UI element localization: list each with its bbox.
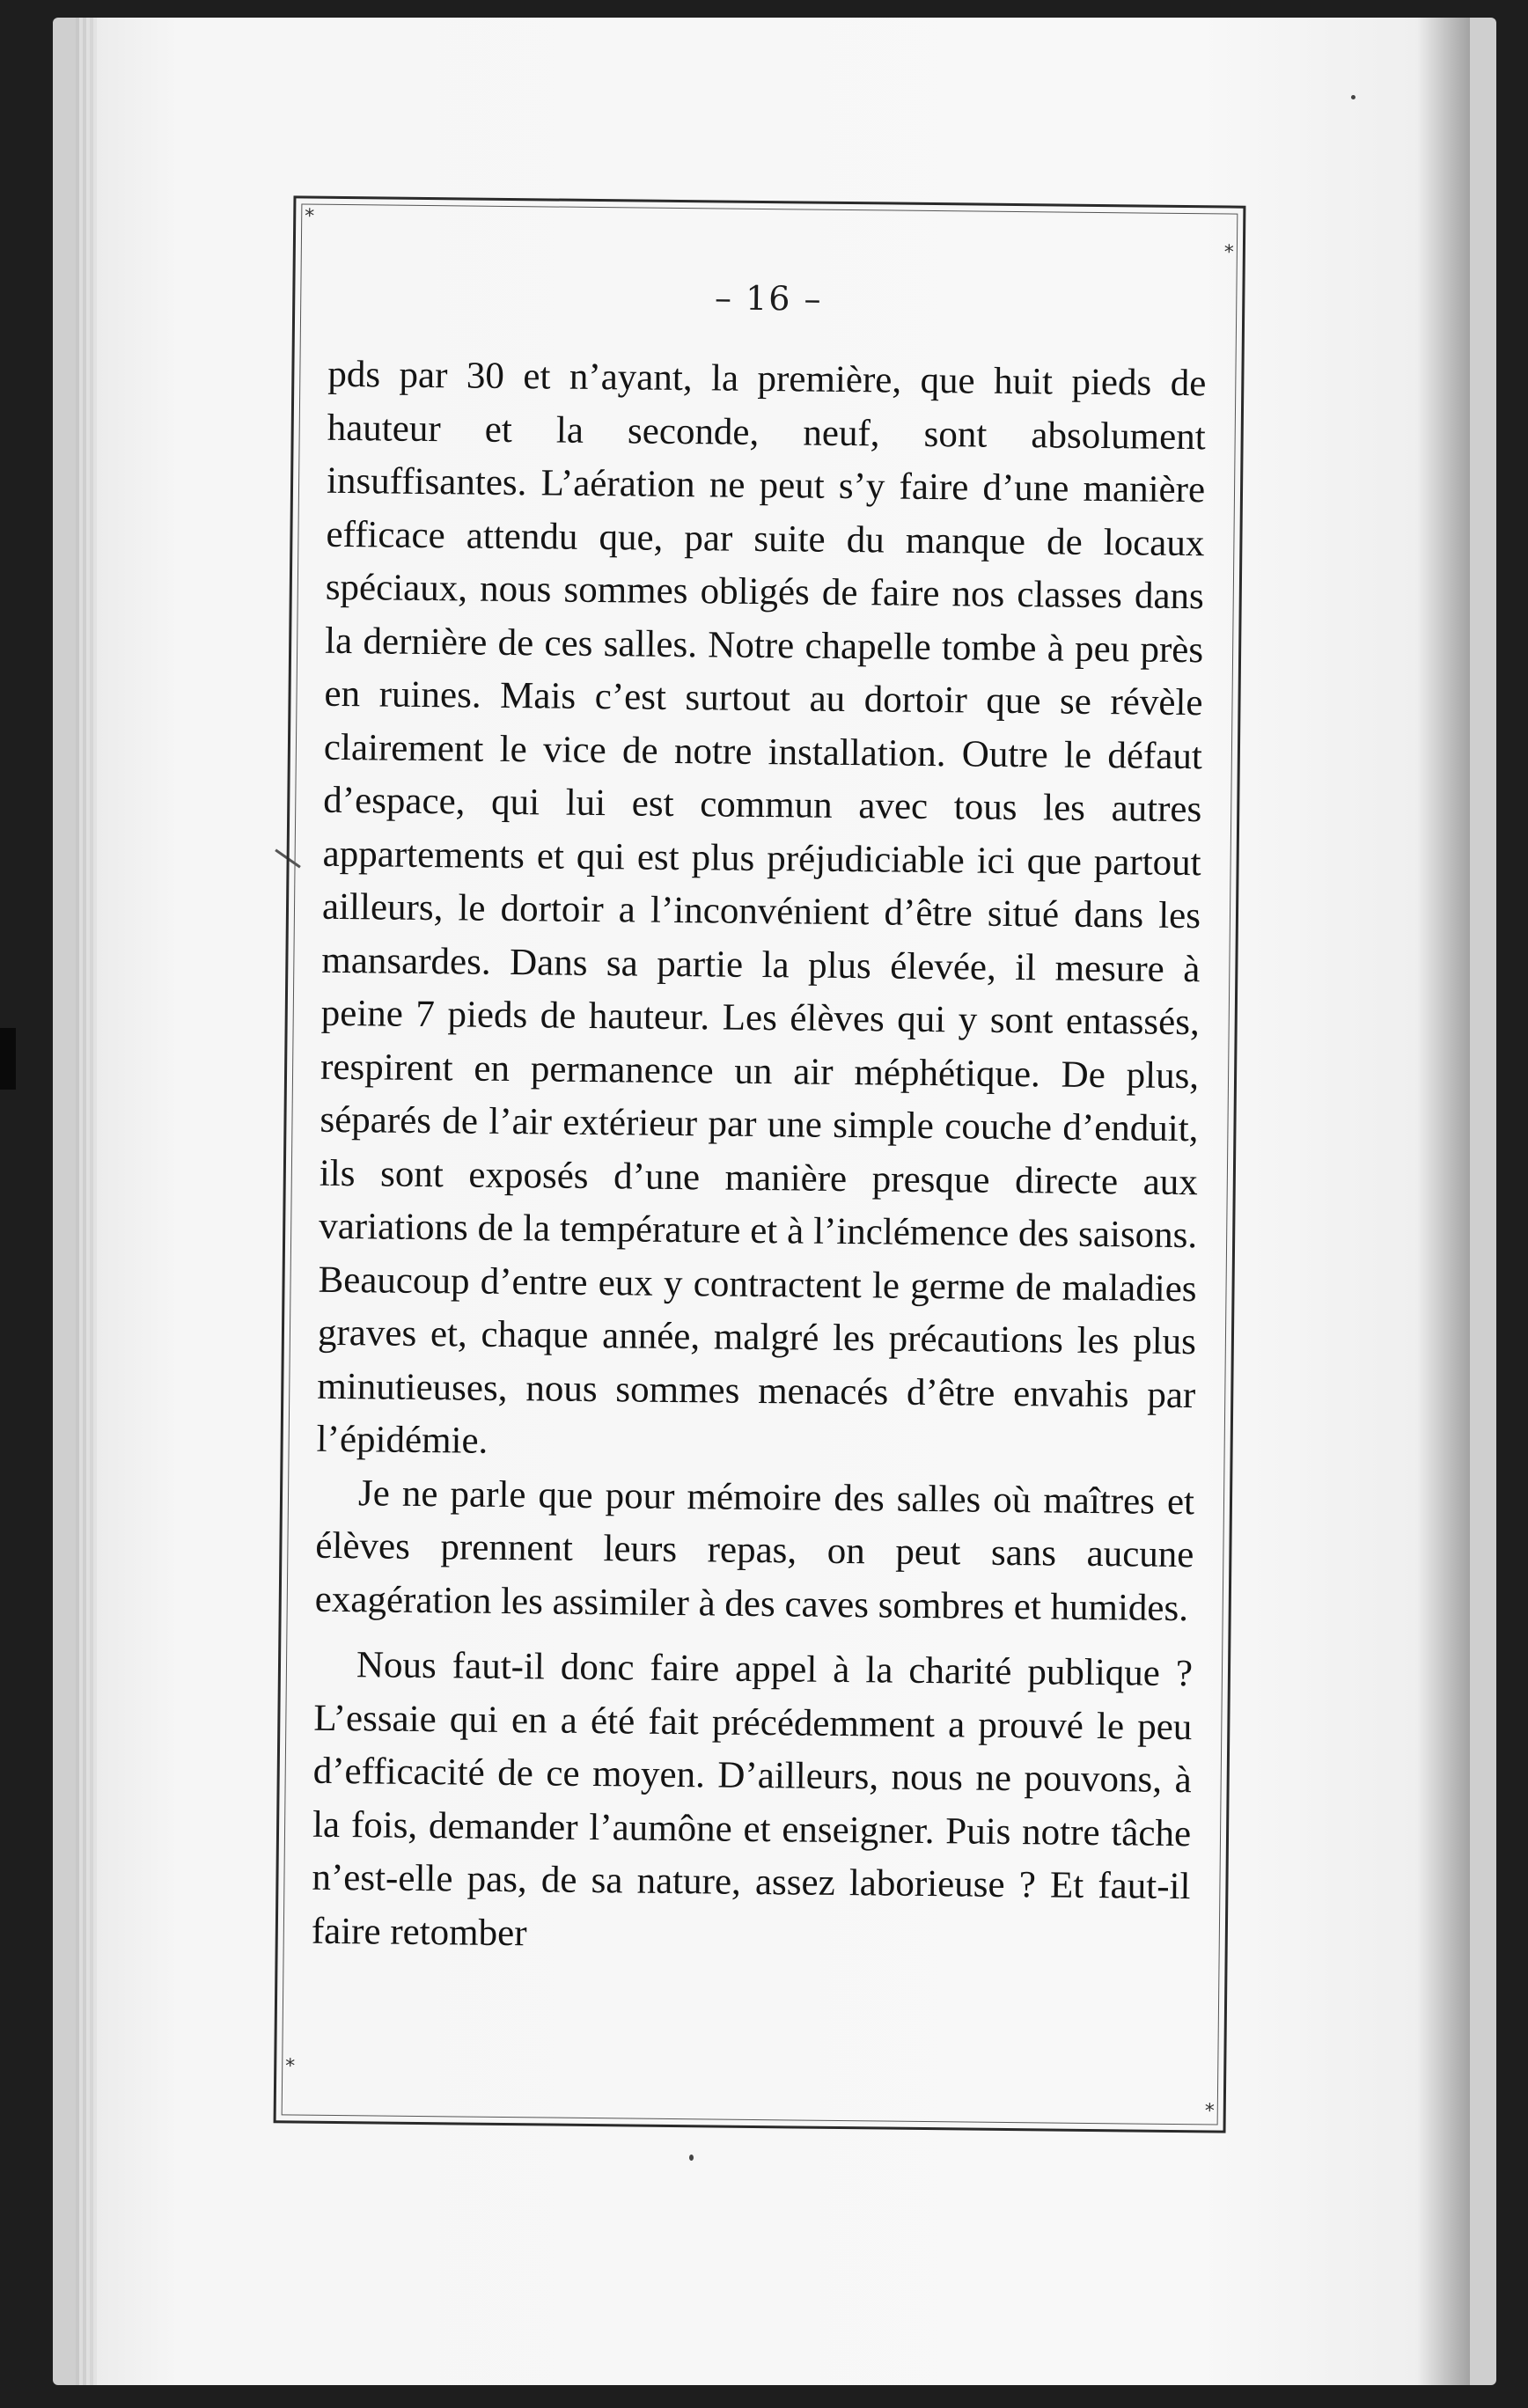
corner-ornament-bottom-right: *	[1204, 2100, 1215, 2123]
text-frame	[274, 195, 1246, 2133]
paragraph-2: Je ne parle que pour mémoire des salles où maîtres et élèves prennent leurs repas, on peut sans aucune exagération les assimiler à des caves sombres et humides.	[314, 1472, 1195, 1629]
dust-speck	[689, 2155, 694, 2161]
body-text	[312, 349, 1207, 1967]
corner-ornament-top-left: *	[305, 205, 315, 228]
gutter-shadow	[1417, 18, 1470, 2385]
corner-ornament-top-right: *	[1223, 241, 1235, 264]
page-tab-marker	[0, 1028, 16, 1090]
dust-speck	[1351, 95, 1355, 99]
paragraph-1: pds par 30 et n’ayant, la première, que huit pieds de hauteur et la seconde, neuf, sont absolument insuffisantes. L’aération ne peut s’y faire d’une manière efficace attendu que, par suite du manque de locaux spéciaux, nous sommes obligés de faire nos classes dans la dernière de ces salles. Notre chapelle tombe à peu près en ruines. Mais c’est surtout au dortoir que se révèle clairement le vice de notre installation. Outre le défaut d’espace, qui lui est commun avec tous les autres appartements et qui est plus préjudiciable ici que partout ailleurs, le dortoir a l’inconvénient d’être situé dans les mansardes. Dans sa partie la plus élevée, il mesure à peine 7 pieds de hauteur. Les élèves qui y sont entassés, respirent en permanence un air méphétique. De plus, séparés de l’air extérieur par une simple couche d’enduit, ils sont exposés d’une manière presque directe aux variations de la température et à l’inclémence des saisons. Beaucoup d’entre eux y contractent le germe de maladies graves et, chaque année, malgré les précautions les plus minutieuses, nous sommes menacés d’être envahis par l’épidémie.	[316, 353, 1207, 1462]
page-number: – 16 –	[714, 278, 823, 319]
paragraph-3: Nous faut-il donc faire appel à la charité publique ? L’essaie qui en a été fait précédemment a prouvé le peu d’efficacité de ce moyen. D’ailleurs, nous ne pouvons, à la fois, demander l’aumône et enseigner. Puis notre tâche n’est-elle pas, de sa nature, assez laborieuse ? Et faut-il faire retomber	[311, 1644, 1194, 1954]
corner-ornament-bottom-left: *	[285, 2055, 296, 2078]
